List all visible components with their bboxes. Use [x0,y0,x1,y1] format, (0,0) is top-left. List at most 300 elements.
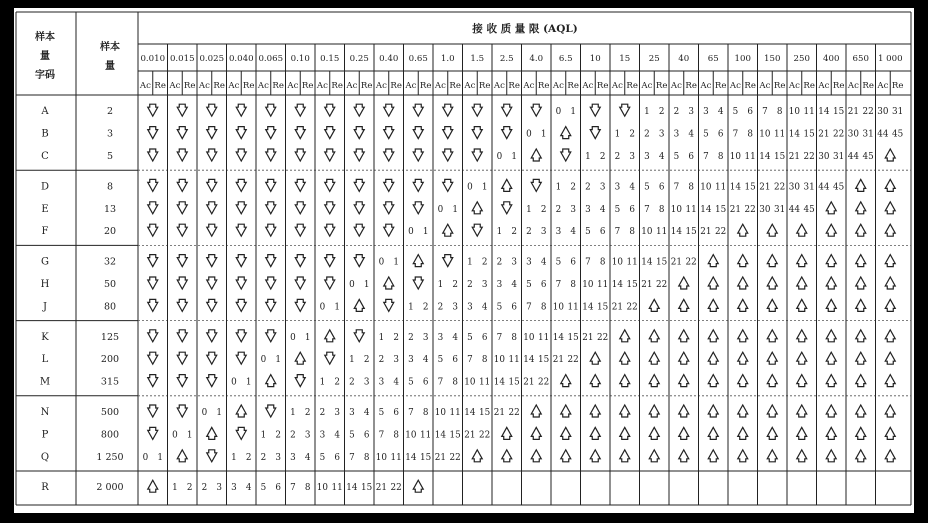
ac-value: 0 [260,355,267,366]
arrow-down-icon [325,224,335,236]
arrow-up-icon [826,450,836,462]
ac-value: 5 [319,452,326,463]
ac-value: 14 [523,355,535,366]
re-label: Re [449,81,461,91]
arrow-down-icon [266,299,276,311]
re-label: Re [891,81,904,91]
ac-value: 14 [405,452,417,463]
re-value: 4 [245,483,252,494]
aql-level-label: 150 [764,54,781,64]
size-header-line-2: 量 [105,61,115,72]
arrow-down-icon [295,277,305,289]
arrow-up-icon [561,405,571,417]
ac-value: 10 [700,182,712,193]
re-value: 3 [688,107,694,118]
arrow-down-icon [502,127,512,139]
arrow-up-icon [708,405,718,417]
re-value: 22 [774,182,786,193]
ac-value: 1 [526,204,532,215]
arrow-up-icon [826,299,836,311]
arrow-up-icon [649,450,659,462]
arrow-up-icon [856,427,866,439]
ac-value: 3 [496,280,503,290]
re-value: 11 [803,107,815,118]
re-value: 22 [656,280,668,290]
arrow-down-icon [207,255,217,267]
re-label: Re [242,81,255,91]
arrow-down-icon [207,299,217,311]
arrow-up-icon [797,405,807,417]
arrow-up-icon [856,202,866,214]
ac-value: 5 [467,332,473,343]
arrow-down-icon [207,127,217,139]
re-value: 15 [656,257,668,268]
ac-value: 21 [464,430,476,441]
re-value: 2 [511,227,517,238]
arrow-up-icon [177,450,187,462]
arrow-up-icon [679,375,689,387]
ac-value: 0 [142,452,149,463]
arrow-up-icon [767,330,777,342]
re-value: 6 [540,280,547,290]
ac-label: Ac [198,81,210,91]
sample-size: 50 [103,279,117,290]
arrow-down-icon [295,255,305,267]
arrow-down-icon [236,127,246,139]
arrow-up-icon [885,405,895,417]
arrow-down-icon [472,127,482,139]
ac-value: 0 [526,129,532,140]
re-value: 15 [508,377,520,388]
ac-value: 21 [641,280,653,290]
arrow-up-icon [797,299,807,311]
re-value: 4 [717,107,724,118]
re-label: Re [803,81,815,91]
arrow-up-icon [826,352,836,364]
arrow-down-icon [561,149,571,161]
arrow-up-icon [826,277,836,289]
arrow-down-icon [148,375,158,387]
ac-label: Ac [287,81,299,91]
sample-size: 2 [106,106,114,118]
ac-value: 1 [319,377,326,388]
sample-size: 800 [100,429,120,441]
arrow-down-icon [472,224,482,236]
ac-value: 2 [555,204,562,215]
ac-value: 10 [582,280,594,290]
ac-label: Ac [759,81,771,91]
arrow-down-icon [443,255,453,267]
re-value: 22 [479,430,491,441]
re-value: 1 [216,408,222,418]
ac-value: 3 [467,302,473,313]
arrow-down-icon [207,149,217,161]
arrow-down-icon [413,149,423,161]
arrow-down-icon [148,352,158,364]
re-value: 45 [833,182,845,193]
ac-label: Ac [405,81,417,91]
ac-label: Ac [464,81,476,91]
re-value: 3 [511,257,517,268]
ac-value: 5 [703,129,709,140]
ac-value: 10 [434,408,446,418]
arrow-down-icon [354,330,364,342]
ac-value: 5 [408,377,414,388]
sample-size-code: G [41,256,49,268]
sample-size: 2 000 [96,482,124,494]
arrow-down-icon [207,104,217,116]
sample-size-code: P [41,429,49,441]
arrow-up-icon [738,224,748,236]
arrow-down-icon [148,330,158,342]
arrow-up-icon [826,405,836,417]
re-value: 8 [393,430,399,441]
arrow-down-icon [354,149,364,161]
re-value: 4 [658,152,665,162]
arrow-down-icon [148,299,158,311]
arrow-up-icon [649,427,659,439]
ac-value: 2 [260,452,267,463]
arrow-down-icon [443,149,453,161]
arrow-up-icon [679,427,689,439]
aql-level-label: 10 [589,54,601,64]
ac-value: 14 [434,430,446,441]
re-label: Re [508,81,520,91]
ac-value: 2 [437,302,444,313]
arrow-up-icon [885,352,895,364]
re-value: 31 [833,152,845,162]
re-value: 2 [304,408,311,418]
ac-label: Ac [641,81,653,91]
arrow-up-icon [767,299,777,311]
re-value: 22 [449,452,461,463]
re-value: 6 [688,152,694,162]
re-value: 1 [304,332,311,343]
arrow-up-icon [797,427,807,439]
arrow-up-icon [885,427,895,439]
arrow-up-icon [856,330,866,342]
arrow-down-icon [325,352,335,364]
arrow-up-icon [590,427,600,439]
ac-value: 10 [523,332,535,343]
arrow-up-icon [738,450,748,462]
arrow-down-icon [207,202,217,214]
re-value: 3 [599,182,606,193]
re-value: 8 [599,257,606,268]
ac-value: 14 [641,257,653,268]
arrow-down-icon [325,127,335,139]
size-header-line-1: 样本 [100,42,120,53]
ac-label: Ac [434,81,446,91]
ac-value: 14 [700,204,712,215]
ac-value: 0 [290,332,296,343]
arrow-down-icon [148,149,158,161]
sample-size-code: Q [40,451,50,463]
re-value: 45 [892,129,904,140]
arrow-down-icon [325,202,335,214]
ac-value: 7 [555,280,562,290]
ac-value: 10 [552,302,564,313]
ac-value: 1 [349,355,355,366]
sample-size-code: F [41,226,49,238]
code-header-line-3: 字码 [35,70,55,81]
re-value: 6 [452,355,458,366]
ac-value: 10 [729,152,741,162]
ac-value: 3 [644,152,650,162]
arrow-down-icon [266,255,276,267]
ac-value: 14 [464,408,476,418]
re-label: Re [301,81,314,91]
arrow-up-icon [708,277,718,289]
aql-level-label: 65 [707,54,719,64]
ac-value: 44 [788,204,800,215]
arrow-down-icon [295,375,305,387]
ac-value: 1 [172,483,178,494]
arrow-down-icon [177,299,187,311]
arrow-down-icon [354,104,364,116]
re-value: 2 [334,377,340,388]
arrow-up-icon [708,427,718,439]
re-value: 15 [833,107,845,118]
sample-size-code: N [40,407,50,418]
arrow-down-icon [384,224,394,236]
re-value: 11 [567,302,579,313]
arrow-down-icon [177,330,187,342]
arrow-down-icon [325,149,335,161]
re-value: 15 [626,280,638,290]
re-value: 15 [420,452,432,463]
arrow-down-icon [207,179,217,191]
ac-value: 2 [496,257,503,268]
re-label: Re [183,81,196,91]
arrow-down-icon [148,179,158,191]
ac-value: 10 [641,227,653,238]
re-value: 8 [363,452,370,463]
arrow-down-icon [177,375,187,387]
sample-size: 80 [103,301,117,313]
ac-value: 0 [437,204,444,215]
ac-value: 1 [555,182,562,193]
arrow-up-icon [856,277,866,289]
arrow-down-icon [177,352,187,364]
ac-value: 3 [703,107,709,118]
arrow-up-icon [885,224,895,236]
sample-size: 13 [103,203,117,215]
arrow-up-icon [472,202,482,214]
aql-level-label: 0.010 [140,54,166,64]
re-value: 6 [422,377,429,388]
ac-value: 14 [759,152,771,162]
arrow-down-icon [295,127,305,139]
re-value: 2 [481,257,488,268]
re-value: 31 [892,107,904,118]
sample-size-code: B [41,128,49,140]
arrow-up-icon [738,330,748,342]
sample-size: 125 [100,331,120,343]
arrow-up-icon [767,277,777,289]
re-value: 8 [481,355,488,366]
arrow-up-icon [590,352,600,364]
re-value: 15 [449,430,461,441]
ac-label: Ac [552,81,564,91]
aql-title: 接 收 质 量 限 (AQL) [472,23,578,35]
arrow-up-icon [354,299,364,311]
arrow-up-icon [561,427,571,439]
sample-size-code: H [40,279,50,290]
arrow-down-icon [266,149,276,161]
arrow-up-icon [620,450,630,462]
arrow-up-icon [620,352,630,364]
ac-value: 1 [644,107,650,118]
re-value: 1 [540,129,547,140]
arrow-up-icon [413,255,423,267]
arrow-down-icon [266,277,276,289]
re-value: 2 [629,129,635,140]
arrow-up-icon [679,352,689,364]
arrow-up-icon [708,330,718,342]
arrow-up-icon [679,299,689,311]
arrow-down-icon [413,179,423,191]
ac-value: 7 [762,107,768,118]
arrow-up-icon [502,450,512,462]
arrow-up-icon [649,405,659,417]
re-value: 11 [744,152,756,162]
ac-value: 0 [378,257,385,268]
re-value: 22 [390,483,402,494]
re-label: Re [685,81,697,91]
re-label: Re [655,81,668,91]
arrow-up-icon [797,352,807,364]
aql-level-label: 2.5 [499,54,514,64]
ac-value: 3 [231,483,237,494]
arrow-up-icon [826,375,836,387]
ac-value: 0 [349,280,355,290]
ac-value: 21 [552,355,564,366]
ac-value: 10 [670,204,682,215]
re-value: 8 [717,152,724,162]
re-value: 6 [363,430,370,441]
ac-value: 1 [467,257,473,268]
re-value: 22 [567,355,579,366]
arrow-down-icon [177,224,187,236]
arrow-up-icon [561,375,571,387]
re-value: 22 [597,332,609,343]
ac-value: 21 [493,408,505,418]
arrow-up-icon [738,299,748,311]
re-value: 8 [422,408,429,418]
re-value: 22 [508,408,520,418]
arrow-up-icon [384,277,394,289]
re-value: 8 [511,332,517,343]
ac-value: 1 [614,129,621,140]
arrow-down-icon [266,127,276,139]
re-value: 2 [393,332,399,343]
re-value: 31 [774,204,786,215]
re-value: 6 [511,302,517,313]
arrow-down-icon [354,127,364,139]
arrow-down-icon [472,104,482,116]
re-value: 4 [452,332,458,343]
ac-label: Ac [493,81,505,91]
re-value: 6 [393,408,399,418]
re-value: 6 [275,483,281,494]
arrow-up-icon [266,375,276,387]
ac-value: 3 [526,257,532,268]
re-value: 15 [567,332,579,343]
arrow-down-icon [236,277,246,289]
ac-value: 0 [201,408,208,418]
arrow-up-icon [649,330,659,342]
ac-value: 10 [375,452,387,463]
re-value: 4 [481,302,488,313]
re-label: Re [331,81,343,91]
ac-value: 7 [496,332,503,343]
ac-value: 21 [700,227,712,238]
re-value: 2 [363,355,370,366]
arrow-down-icon [295,224,305,236]
arrow-up-icon [826,427,836,439]
re-label: Re [714,81,727,91]
re-value: 1 [422,227,429,238]
arrow-up-icon [885,255,895,267]
aql-level-label: 0.025 [199,54,225,64]
arrow-up-icon [738,255,748,267]
arrow-down-icon [177,179,187,191]
ac-value: 10 [316,483,328,494]
arrow-up-icon [620,405,630,417]
arrow-down-icon [207,330,217,342]
re-value: 4 [599,204,606,215]
arrow-down-icon [354,179,364,191]
arrow-down-icon [295,299,305,311]
arrow-down-icon [413,202,423,214]
ac-label: Ac [847,81,859,91]
re-value: 3 [393,355,399,366]
re-value: 15 [479,408,491,418]
re-value: 4 [688,129,694,140]
re-value: 3 [422,332,429,343]
re-value: 4 [422,355,429,366]
ac-value: 7 [732,129,739,140]
re-value: 4 [393,377,399,388]
re-value: 2 [275,430,281,441]
re-value: 4 [570,227,576,238]
ac-label: Ac [877,81,889,91]
arrow-up-icon [590,375,600,387]
re-value: 15 [774,152,786,162]
arrow-down-icon [354,224,364,236]
ac-value: 2 [673,107,680,118]
sample-size-code: L [41,354,49,366]
arrow-up-icon [325,330,335,342]
re-value: 11 [479,377,491,388]
ac-value: 5 [732,107,739,118]
ac-value: 7 [437,377,444,388]
arrow-down-icon [266,202,276,214]
re-value: 1 [570,107,576,118]
ac-label: Ac [169,81,181,91]
arrow-up-icon [679,405,689,417]
arrow-down-icon [148,104,158,116]
re-value: 11 [449,408,461,418]
arrow-up-icon [826,255,836,267]
ac-value: 5 [526,280,532,290]
ac-value: 3 [378,377,385,388]
arrow-down-icon [531,179,541,191]
ac-value: 10 [759,129,771,140]
ac-value: 1 [231,452,237,463]
arrow-down-icon [384,299,394,311]
